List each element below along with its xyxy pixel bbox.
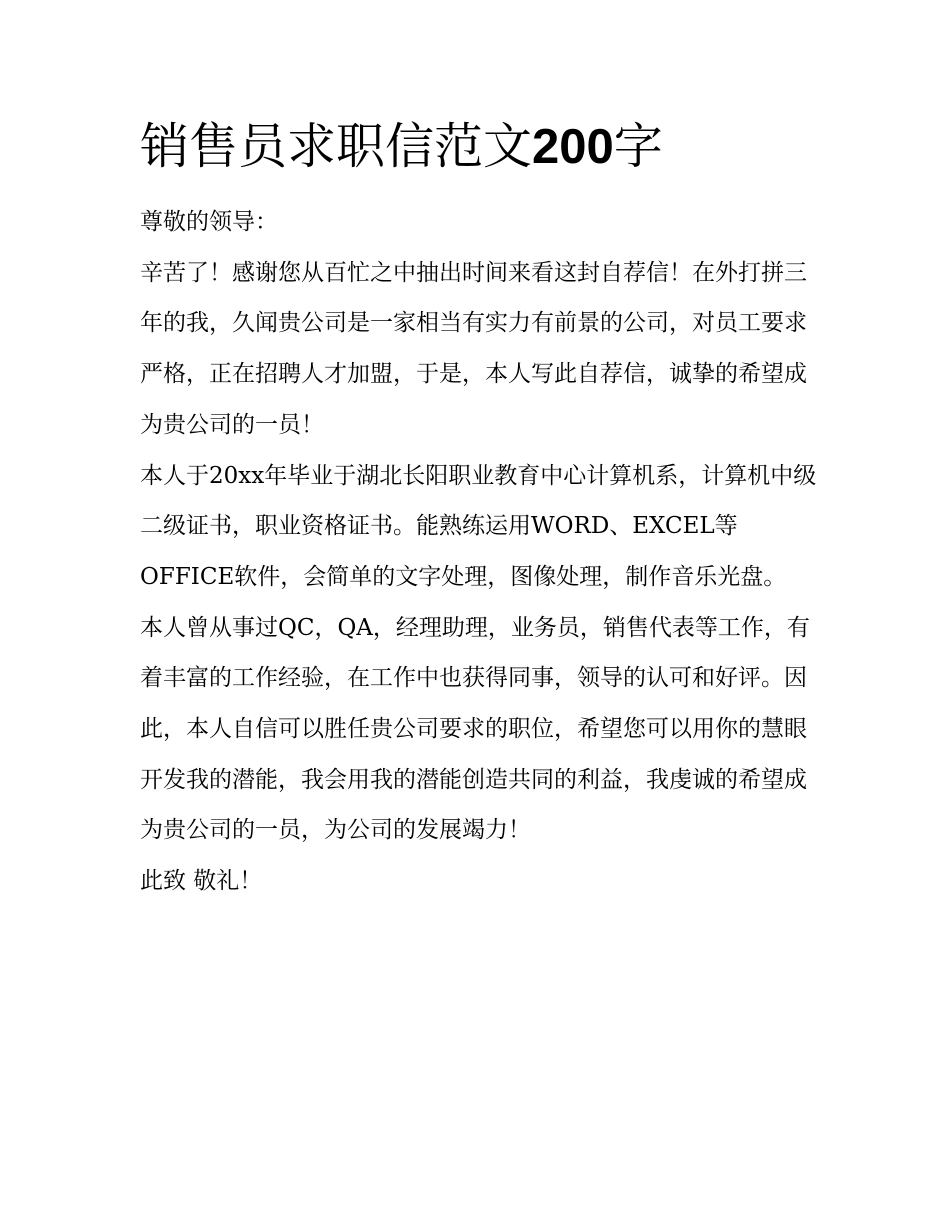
letter-body [140, 197, 820, 907]
closing: 此致 敬礼！ [140, 868, 263, 895]
paragraph-education: 本人于20xx年毕业于湖北长阳职业教育中心计算机系，计算机中级二级证书，职业资格证书。能熟练运用WORD、EXCEL等OFFICE软件，会简单的文字处理，图像处理，制作音乐光盘。 [140, 462, 817, 590]
title-suffix: 字 [613, 118, 663, 175]
title-text: 销售员求职信范文 [140, 118, 533, 175]
paragraph-experience: 本人曾从事过QC，QA，经理助理，业务员，销售代表等工作，有着丰富的工作经验，在工作中也获得同事，领导的认可和好评。因此，本人自信可以胜任贵公司要求的职位，希望您可以用你的慧眼开发我的潜能，我会用我的潜能创造共同的利益，我虔诚的希望成为贵公司的一员，为公司的发展竭力！ [140, 614, 810, 844]
salutation: 尊敬的领导： [140, 209, 278, 235]
page-title [140, 112, 663, 182]
title-number: 200 [532, 120, 614, 174]
paragraph-intro: 辛苦了！感谢您从百忙之中抽出时间来看这封自荐信！在外打拼三年的我，久闻贵公司是一家相当有实力有前景的公司，对员工要求严格，正在招聘人才加盟，于是，本人写此自荐信，诚挚的希望成为贵公司的一员！ [140, 259, 807, 438]
